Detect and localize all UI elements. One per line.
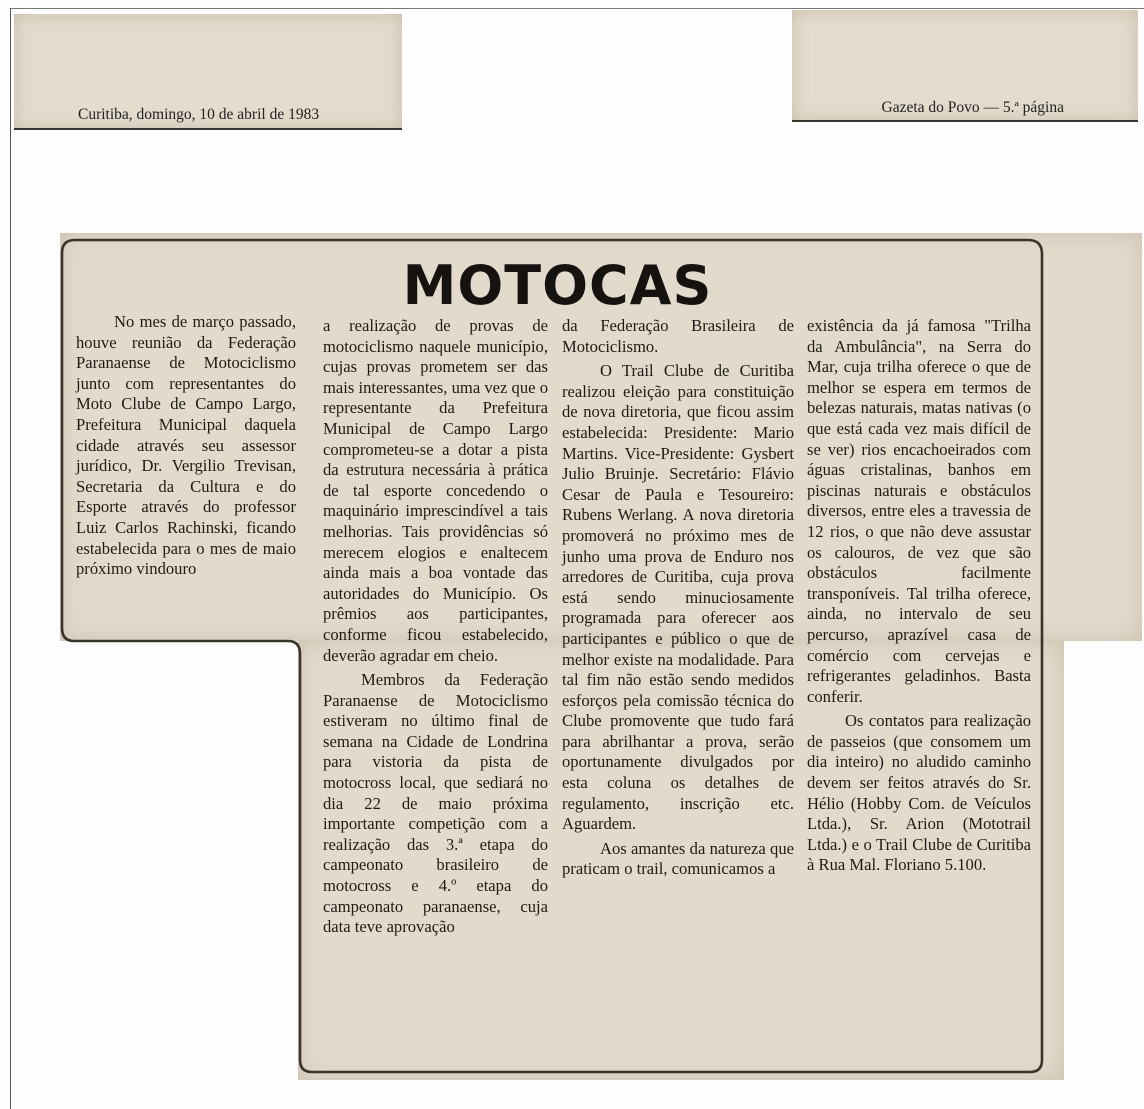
paragraph: a realização de provas de motociclismo naquele município, cujas provas prometem ser das mais interessantes, uma vez que o representante da Prefeitura Municipal de Campo Largo comprometeu-se a dotar a pista da estrutura necessária à prática de tal esporte concedendo o maquinário imprescindível a tais melhorias. Tais providências só merecem elogios e enaltecem ainda mais a boa vontade das autoridades do Município. Os prêmios aos participantes, conforme ficou estabelecido, deverão agradar em cheio. xyxy=(323,316,548,665)
article-column-3 xyxy=(562,316,794,880)
sheet-left-edge xyxy=(10,8,11,1109)
masthead-date-clipping xyxy=(14,14,402,130)
sheet-top-edge xyxy=(10,8,1144,9)
article-column-1 xyxy=(76,312,296,580)
article-title: MOTOCAS xyxy=(402,254,713,317)
paragraph: Aos amantes da natureza que praticam o trail, comunicamos a xyxy=(562,838,794,879)
paragraph: da Federação Brasileira de Motociclismo. xyxy=(562,316,794,356)
masthead-rule xyxy=(792,120,1138,122)
paragraph: existência da já famosa "Trilha da Ambulância", na Serra do Mar, cuja trilha oferece o que de melhor se espera em termos de belezas naturais, matas nativas (o que está cada vez mais difícil de se ver) rios encachoeirados com águas cristalinas, banhos em piscinas naturais e obstáculos diversos, entre eles a travessia de 12 rios, o que não deve assustar os calouros, de vez que são obstáculos facilmente transponíveis. Tal trilha oferece, ainda, no intervalo de seu percurso, aprazível casa de comércio com cervejas e refrigerantes geladinhos. Basta conferir. xyxy=(807,316,1031,706)
masthead-paper-name: Gazeta do Povo — 5.ª página xyxy=(881,99,1064,116)
article-column-2 xyxy=(323,316,548,938)
masthead-paper-clipping xyxy=(792,10,1138,122)
masthead-rule xyxy=(14,128,402,130)
paragraph: Os contatos para realização de passeios (que consomem um dia inteiro) no aludido caminho devem ser feitos através do Sr. Hélio (Hobby Com. de Veículos Ltda.), Sr. Arion (Mototrail Ltda.) e o Trail Clube de Curitiba à Rua Mal. Floriano 5.100. xyxy=(807,711,1031,875)
article-column-4 xyxy=(807,316,1031,876)
paragraph: No mes de março passado, houve reunião da Federação Paranaense de Motociclismo junto com representantes do Moto Clube de Campo Largo, Prefeitura Municipal daquela cidade através seu assessor jurídico, Dr. Vergilio Trevisan, Secretaria da Cultura e do Esporte através do professor Luiz Carlos Rachinski, ficando estabelecida para o mes de maio próximo vindouro xyxy=(76,312,296,579)
paragraph: O Trail Clube de Curitiba realizou eleição para constituição de nova diretoria, que ficou assim estabelecida: Presidente: Mario Martins. Vice-Presidente: Gysbert Julio Bruinje. Secretário: Flávio Cesar de Paula e Tesoureiro: Rubens Werlang. A nova diretoria promoverá no próximo mes de junho uma prova de Enduro nos arredores de Curitiba, cuja prova está sendo minuciosamente programada para oferecer aos participantes e público o que de melhor existe na modalidade. Para tal fim não estão sendo medidos esforços pela comissão técnica do Clube promovente que tudo fará para abrilhantar a prova, serão oportunamente divulgados por esta coluna os detalhes de regulamento, inscrição etc. Aguardem. xyxy=(562,361,794,834)
paragraph: Membros da Federação Paranaense de Motociclismo estiveram no último final de semana na Cidade de Londrina para vistoria da pista de motocross local, que sediará no dia 22 de maio próxima importante competição com a realização das 3.ª etapa do campeonato brasileiro de motocross e 4.º etapa do campeonato paranaense, cuja data teve aprovação xyxy=(323,670,548,937)
masthead-date: Curitiba, domingo, 10 de abril de 1983 xyxy=(78,106,320,123)
